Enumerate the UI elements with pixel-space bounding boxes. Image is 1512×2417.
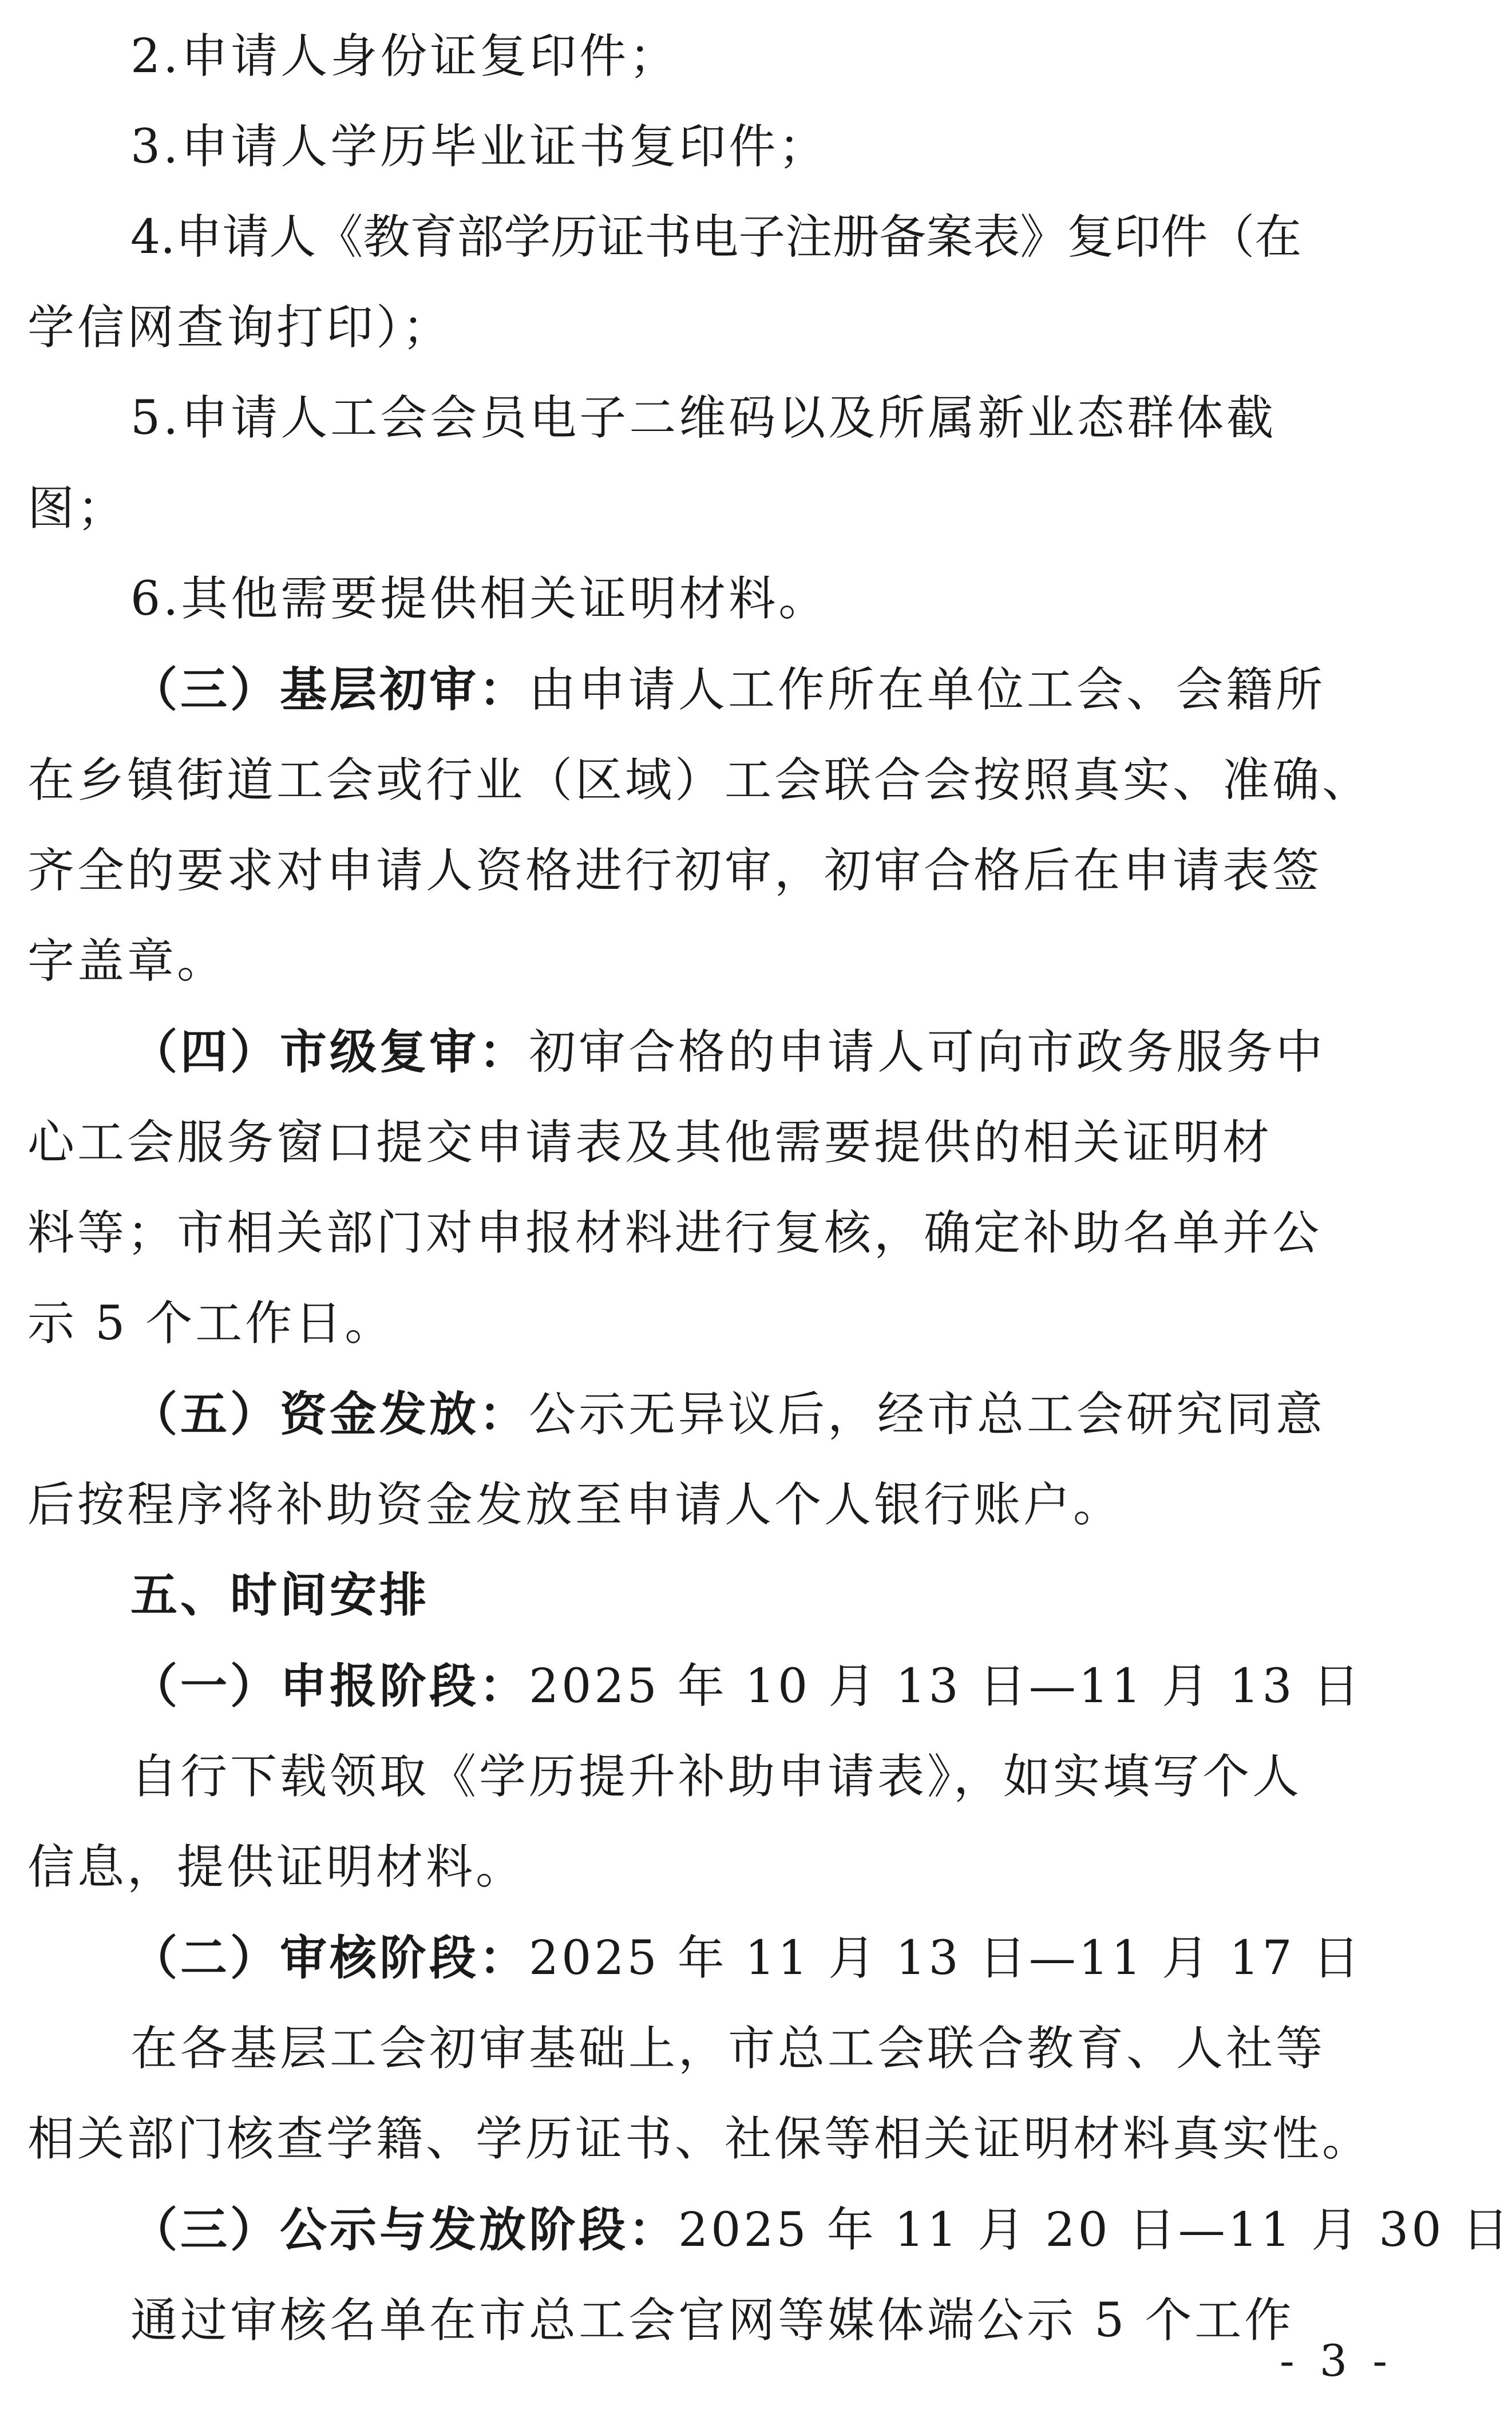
- section-5-line-2: 后按程序将补助资金发放至申请人个人银行账户。: [27, 1478, 1123, 1532]
- section-4-line-3: 料等；市相关部门对申报材料进行复核，确定补助名单并公: [27, 1206, 1323, 1260]
- timeline-3-line: [27, 2185, 1512, 2276]
- section-4-label: （四）市级复审：: [130, 1024, 529, 1079]
- section-4-line-1: [27, 1007, 1393, 1098]
- section-4-line-2: 心工会服务窗口提交申请表及其他需要提供的相关证明材: [27, 1115, 1273, 1170]
- timeline-1-date: 2025 年 10 月 13 日—11 月 13 日: [529, 1659, 1363, 1714]
- timeline-3-date: 2025 年 11 月 20 日—11 月 30 日: [678, 2203, 1512, 2257]
- list-item-5-line-2: 图；: [27, 481, 128, 536]
- list-item-4-text: 4.申请人《教育部学历证书电子注册备案表》复印件（在: [130, 210, 1302, 264]
- timeline-1-text-1: 自行下载领取《学历提升补助申请表》，如实填写个人: [130, 1750, 1303, 1804]
- timeline-2-text-2: 相关部门核查学籍、学历证书、社保等相关证明材料真实性。: [27, 2112, 1372, 2166]
- section-3-line-2: 在乡镇街道工会或行业（区域）工会联合会按照真实、准确、: [27, 753, 1372, 808]
- timeline-2-date: 2025 年 11 月 13 日—11 月 17 日: [529, 1931, 1363, 1985]
- timeline-3-label: （三）公示与发放阶段：: [130, 2202, 679, 2257]
- section-3-label: （三）基层初审：: [130, 662, 529, 717]
- timeline-2-line: [27, 1913, 1393, 2004]
- timeline-1-label: （一）申报阶段：: [130, 1659, 529, 1714]
- timeline-3-text-1: 通过审核名单在市总工会官网等媒体端公示 5 个工作: [130, 2293, 1295, 2348]
- timeline-1-text-2: 信息，提供证明材料。: [27, 1840, 526, 1894]
- timeline-2-label: （二）审核阶段：: [130, 1931, 529, 1985]
- section-3-line-3: 齐全的要求对申请人资格进行初审，初审合格后在申请表签: [27, 844, 1323, 898]
- section-5-line-1: [27, 1369, 1393, 1460]
- timeline-1-line: [27, 1641, 1393, 1732]
- heading-time-schedule: 五、时间安排: [130, 1568, 430, 1623]
- list-item-6: 6.其他需要提供相关证明材料。: [130, 572, 829, 626]
- list-item-5-line-1: 5.申请人工会会员电子二维码以及所属新业态群体截: [130, 391, 1277, 445]
- list-item-4-line-1: [27, 192, 1393, 283]
- list-item-4-line-2: 学信网查询打印）；: [27, 300, 453, 355]
- section-4-text: 初审合格的申请人可向市政务服务中: [529, 1025, 1326, 1079]
- section-5-text: 公示无异议后，经市总工会研究同意: [529, 1387, 1326, 1442]
- list-item-3: 3.申请人学历毕业证书复印件；: [130, 120, 829, 174]
- timeline-2-text-1: 在各基层工会初审基础上，市总工会联合教育、人社等: [130, 2022, 1326, 2076]
- list-item-2: 2.申请人身份证复印件；: [130, 29, 679, 84]
- section-3-line-4: 字盖章。: [27, 934, 227, 988]
- section-4-line-4: 示 5 个工作日。: [27, 1296, 395, 1351]
- section-3-text: 由申请人工作所在单位工会、会籍所: [529, 663, 1326, 717]
- document-body: [27, 11, 1512, 2366]
- page-number: - 3 -: [1279, 2335, 1393, 2386]
- section-5-label: （五）资金发放：: [130, 1387, 529, 1442]
- section-3-line-1: [27, 644, 1393, 735]
